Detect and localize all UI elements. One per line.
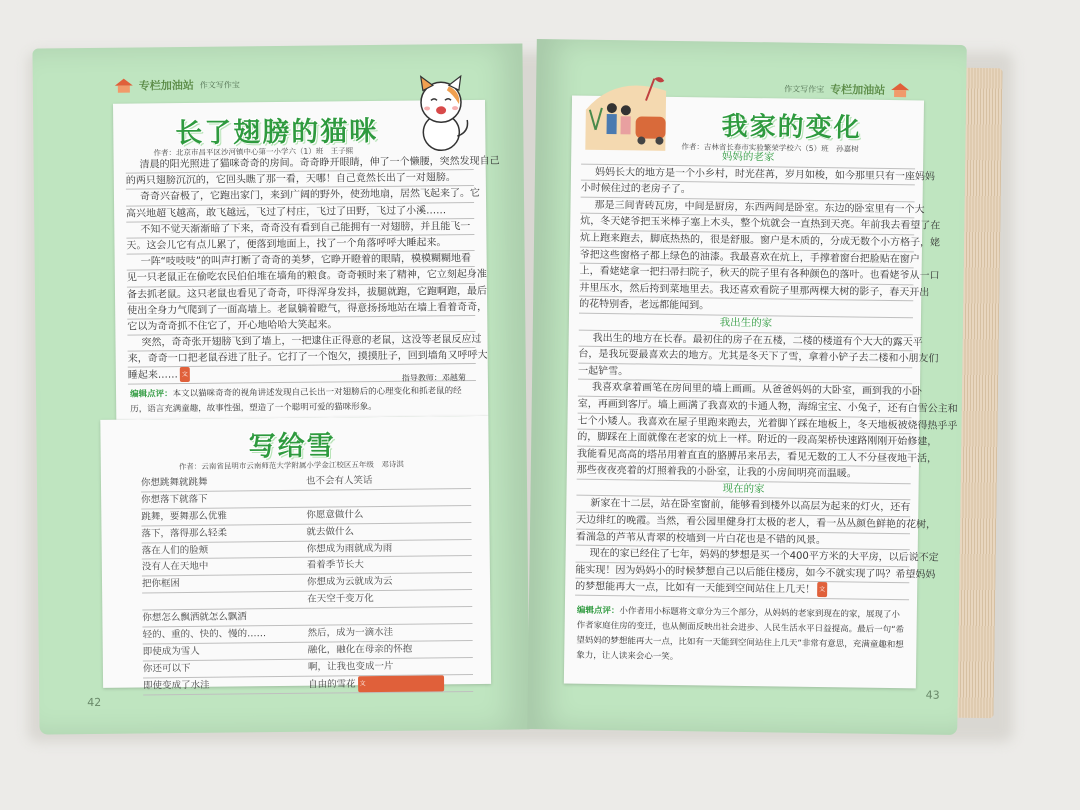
comment-label: 编辑点评： <box>129 389 173 400</box>
family-illustration-icon <box>575 70 676 155</box>
body-line: 七个小矮人。我喜欢在屋子里跑来跑去，光着脚丫踩在地板上，冬天地板被烧得热乎乎 <box>577 413 911 434</box>
poem-line-text: 自由的雪花 <box>308 678 356 690</box>
body-line: 看湍急的芦苇从青翠的校墙到一片白花也是不错的风景。 <box>576 529 910 550</box>
article-author: 作者：吉林省长春市实验繁荣学校六（5）班 孙嘉树 <box>681 142 859 154</box>
poem-line: 啊，让我也变成一片 <box>307 660 394 673</box>
body-line: 室，再画到客厅。墙上画满了我喜欢的卡通人物，海绵宝宝、小兔子，还有白雪公主和 <box>578 397 912 418</box>
poem-line <box>307 607 472 625</box>
poem-line: 你想成为雨就成为雨 <box>306 542 393 555</box>
poem-line: 看着季节长大 <box>306 559 364 572</box>
body-line-text: 的梦想能再大一点，比如有一天能到空间站住上几天！ <box>575 581 816 596</box>
body-line: 高兴地超飞越高，敢飞越远，飞过了村庄，飞过了田野，飞过了小溪…… <box>126 203 474 223</box>
body-line: 不知不觉天渐渐暗了下来，奇奇没有看到自己能拥有一对翅膀，并且能飞一 <box>126 219 474 239</box>
end-stamp: 文 <box>180 367 190 382</box>
house-icon <box>891 83 909 97</box>
article-card-home <box>564 96 958 689</box>
poem-line: 也不会有人笑话 <box>305 475 373 487</box>
article-body <box>575 148 958 601</box>
body-line: 清晨的阳光照进了猫咪奇奇的房间。奇奇睁开眼睛，伸了一个懒腰，突然发现自己 <box>126 154 474 174</box>
poem-line: 你想成为云就成为云 <box>306 576 393 589</box>
body-line: 上，看姥姥拿一把扫帚扫院子，秋天的院子里有各种颜色的落叶。也看姥爷从一口 <box>579 264 913 285</box>
article-title: 写给雪 <box>248 430 336 463</box>
poem-line: 你还可以下 <box>142 662 191 675</box>
body-line: 小时候住过的老房子了。 <box>581 181 915 202</box>
article-title: 我家的变化 <box>721 111 862 144</box>
article-author: 作者：云南省昆明市云南师范大学附属小学金江校区五年级 邓诗淇 <box>178 459 404 472</box>
teacher-credit: 指导教师：邓越菊 <box>401 373 466 383</box>
column-title: 专栏加油站 <box>138 78 194 93</box>
right-page <box>527 39 967 735</box>
poem-line: 落在人们的脸颊 <box>141 544 209 557</box>
section-heading: 妈妈的老家 <box>581 148 915 169</box>
left-header <box>115 76 240 93</box>
body-line: 炕，冬天姥爷把玉米棒子塞上木头，整个炕就会一直热到天亮。年前我去看望了在 <box>580 214 914 235</box>
end-stamp: 文 <box>358 675 445 692</box>
body-line: 的，脚踩在上面就像在老家的炕上一样。附近的一段高架桥快速路刚刚开始修建， <box>577 430 911 451</box>
poem-line: 跳舞，要舞那么优雅 <box>141 510 227 523</box>
poem-line <box>142 592 307 610</box>
poem-line <box>306 489 471 507</box>
poem-line <box>308 675 473 693</box>
editor-comment <box>576 604 907 669</box>
body-line: 一起铲雪。 <box>578 363 912 384</box>
column-subtitle: 作文写作宝 <box>784 83 825 94</box>
article-card-snow <box>100 416 491 692</box>
body-line: 我出生的地方在长春。最初住的房子在五楼，二楼的楼道有个大大的露天平 <box>579 330 913 351</box>
body-line-text: 睡起来…… <box>127 370 178 382</box>
body-line: 一阵“吱吱吱”的叫声打断了奇奇的美梦，它睁开瞪着的眼睛，模模糊糊地看 <box>127 251 475 271</box>
poem-line: 你想怎么飘洒就怎么飘洒 <box>142 611 247 624</box>
poem-body <box>141 472 473 695</box>
poem-line: 就去做什么 <box>306 525 355 538</box>
body-line: 我喜欢拿着画笔在房间里的墙上画画。从爸爸妈妈的大卧室，画到我的小卧 <box>578 380 912 401</box>
body-line: 来，奇奇一口把老鼠吞进了肚子。它打了一个饱欠，摸摸肚子，回到墙角又呼呼大 <box>128 348 476 368</box>
poem-line: 融化，融化在母亲的怀抱 <box>307 643 413 656</box>
body-line <box>575 579 909 600</box>
poem-line: 然后，成为一滴水洼 <box>307 626 394 639</box>
article-author: 作者：北京市昌平区沙河镇中心第一小学六（1）班 王子熙 <box>153 146 354 158</box>
poem-line: 即使变成了水洼 <box>143 679 210 692</box>
editor-comment <box>130 384 478 418</box>
body-line: 新家在十二层，站在卧室窗前，能够看到楼外以高层为起来的灯火，还有 <box>576 496 910 517</box>
left-page <box>32 43 529 734</box>
poem-row <box>143 675 473 695</box>
section-heading: 现在的家 <box>576 480 910 501</box>
body-line: 见一只老鼠正在偷吃农民伯伯堆在墙角的粮食。奇奇顿时来了精神，它立刻起身准 <box>127 267 475 287</box>
body-line: 备去抓老鼠。这只老鼠也看见了奇奇，吓得浑身发抖，拔腿就跑，它跑啊跑，最后 <box>127 283 475 303</box>
body-line: 现在的家已经住了七年，妈妈的梦想是买一个400平方米的大平房，以后说不定 <box>576 546 910 567</box>
poem-line: 在天空千变万化 <box>307 593 374 605</box>
poem-line: 你想落下就落下 <box>141 493 208 506</box>
body-line: 我能看见高高的塔吊用着直直的胳膊吊来吊去，看见无数的工人不分昼夜地干活， <box>577 446 911 467</box>
poem-line: 轻的、重的、快的、慢的…… <box>142 628 267 641</box>
poem-line: 把你框困 <box>141 578 181 590</box>
poem-line: 没有人在天地中 <box>141 561 209 573</box>
poem-line: 落下，落得那么轻柔 <box>141 527 228 540</box>
body-line: 它以为奇奇抓不住它了，开心地哈哈大笑起来。 <box>127 316 475 336</box>
body-line: 台，是我玩耍最喜欢去的地方。尤其是冬天下了雪，拿着小铲子去二楼和小朋友们 <box>578 347 912 368</box>
end-stamp: 文 <box>817 582 827 597</box>
body-line: 使出全身力气爬到了一面高墙上。老鼠躺着瞪气，得意扬扬地站在墙上看着奇奇， <box>127 300 475 320</box>
poem-line: 你想跳舞就跳舞 <box>140 476 208 489</box>
body-line: 天边绯红的晚霞。当然，看公园里健身打太极的老人，看一丛丛颜色鲜艳的花树， <box>576 513 910 534</box>
body-line: 突然，奇奇张开翅膀飞到了墙上，一把逮住正得意的老鼠，这没等老鼠反应过 <box>127 332 475 352</box>
body-line: 能实现！因为妈妈小的时候梦想自己以后能住楼房，如今不就实现了吗？希望妈妈 <box>575 562 909 583</box>
page-number: 42 <box>87 695 102 710</box>
body-line: 爷把这些窗格子都上绿色的油漆。我最喜欢在炕上，手撑着窗台把脸贴在窗户 <box>580 247 914 268</box>
section-heading: 我出生的家 <box>579 314 913 335</box>
body-line: 妈妈长大的地方是一个小乡村，时光荏苒，岁月如梭，如今那里只有一座妈妈 <box>581 164 915 185</box>
article-title: 长了翅膀的猫咪 <box>175 115 379 150</box>
comment-text: 小作者用小标题将文章分为三个部分，从妈妈的老家到现在的家，展现了小作者家庭住房的变迁，也从侧面反映出社会进步、人民生活水平日益提高。最后一句“希望妈妈的梦想能再大一点，比如有一天能到空间站住上几天”非常有意思，充满童趣和想象力，让人读来会心一笑。 <box>576 606 905 663</box>
page-number: 43 <box>925 688 940 702</box>
body-line: 炕上跑来跑去，脚底热热的，很是舒服。窗户是木质的，分成无数个小方格子，姥 <box>580 231 914 252</box>
comment-text: 本文以猫咪奇奇的视角讲述发现自己长出一对翅膀后的心理变化和抓老鼠的经历，语言充满童趣，故事性强，塑造了一个聪明可爱的猫咪形象。 <box>130 386 462 415</box>
poem-line: 你愿意做什么 <box>306 508 364 521</box>
comment-label: 编辑点评： <box>576 605 620 617</box>
column-title: 专栏加油站 <box>830 83 886 97</box>
article-card-cat <box>113 100 500 420</box>
body-line: 天。这会儿它有点儿累了，便落到地面上，找了一个角落呼呼大睡起来。 <box>126 235 474 255</box>
body-line: 奇奇兴奋极了，它跑出家门，来到广阔的野外，使劲地扇，居然飞起来了。它 <box>126 186 474 206</box>
body-line: 井里压水，然后挎到菜地里去。我还喜欢看院子里那两棵大树的影子，春天开出 <box>579 280 913 301</box>
poem-line: 即使成为雪人 <box>142 645 200 658</box>
article-body <box>125 154 500 384</box>
cat-illustration-icon <box>409 74 474 153</box>
body-line: 那是三间青砖瓦房，中间是厨房，东西两间是卧室。东边的卧室里有一个大 <box>580 197 914 218</box>
body-line: 那些夜夜亮着的灯照着我的小卧室，让我的小房间明亮而温暖。 <box>577 463 911 484</box>
house-icon <box>115 79 133 93</box>
column-subtitle: 作文写作宝 <box>199 79 240 90</box>
body-line: 的花特别香，老远都能闻到。 <box>579 297 913 318</box>
right-header <box>784 80 909 98</box>
body-line: 的两只翅膀沉沉的，它回头瞧了那一看，天哪！自己竟然长出了一对翅膀。 <box>126 170 474 190</box>
